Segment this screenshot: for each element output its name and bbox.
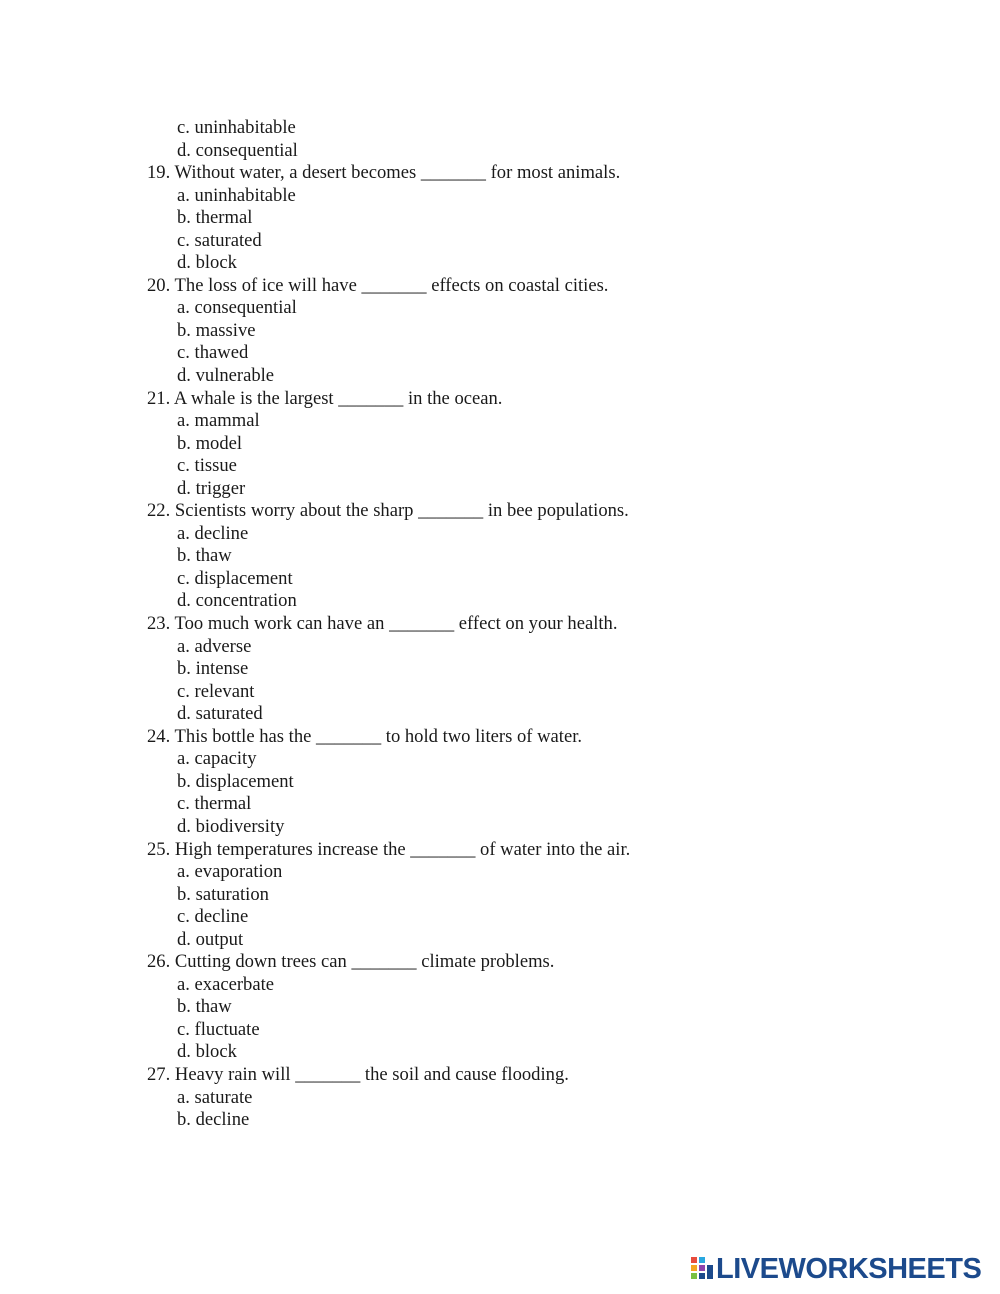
answer-option: b. displacement [177, 770, 294, 792]
liveworksheets-logo[interactable] [690, 1254, 981, 1284]
answer-option: c. relevant [177, 680, 255, 702]
answer-option: d. trigger [177, 477, 246, 499]
answer-option: a. saturate [177, 1086, 253, 1108]
answer-option: b. saturation [177, 883, 269, 905]
answer-option: c. decline [177, 906, 249, 928]
question-text: 25. High temperatures increase the _______ of water into the air. [147, 838, 631, 860]
question-text: 19. Without water, a desert becomes _______ for most animals. [147, 162, 621, 184]
answer-option: a. capacity [177, 748, 257, 770]
question-text: 23. Too much work can have an _______ effect on your health. [147, 613, 618, 635]
answer-option: d. block [177, 1041, 237, 1063]
answer-option: b. intense [177, 658, 249, 680]
question-text: 24. This bottle has the _______ to hold two liters of water. [147, 725, 583, 747]
answer-option: c. fluctuate [177, 1018, 260, 1040]
answer-option: a. exacerbate [177, 973, 275, 995]
answer-option: b. massive [177, 319, 256, 341]
answer-option: d. output [177, 928, 244, 950]
answer-option: d. concentration [177, 590, 297, 612]
worksheet-page [0, 117, 1000, 1132]
question-text: 27. Heavy rain will _______ the soil and cause flooding. [147, 1063, 569, 1085]
question-text: 26. Cutting down trees can _______ climate problems. [147, 951, 555, 973]
answer-option: b. decline [177, 1109, 250, 1131]
answer-option: a. consequential [177, 297, 297, 319]
question-text: 20. The loss of ice will have _______ effects on coastal cities. [147, 274, 609, 296]
answer-option: a. uninhabitable [177, 184, 296, 206]
answer-option: c. displacement [177, 567, 293, 589]
answer-option: d. block [177, 252, 237, 274]
answer-option: d. biodiversity [177, 815, 285, 837]
answer-option: d. vulnerable [177, 365, 275, 387]
question-list [0, 117, 1000, 1132]
answer-option: d. consequential [177, 139, 298, 161]
question-text: 22. Scientists worry about the sharp _______ in bee populations. [147, 500, 629, 522]
answer-option: b. thaw [177, 545, 232, 567]
answer-option: c. saturated [177, 229, 262, 251]
answer-option: a. decline [177, 522, 249, 544]
answer-option: d. saturated [177, 703, 263, 725]
logo-text: LIVEWORKSHEETS [716, 1253, 982, 1285]
answer-option: b. thermal [177, 207, 253, 229]
question-text: 21. A whale is the largest _______ in the ocean. [147, 387, 503, 409]
answer-option: b. thaw [177, 996, 232, 1018]
answer-option: c. tissue [177, 455, 237, 477]
answer-option: a. evaporation [177, 861, 283, 883]
answer-option: a. mammal [177, 410, 260, 432]
answer-option: c. thermal [177, 793, 252, 815]
answer-option: c. thawed [177, 342, 249, 364]
liveworksheets-logo-icon [690, 1255, 714, 1283]
answer-option: c. uninhabitable [177, 117, 296, 138]
answer-option: a. adverse [177, 635, 252, 657]
answer-option: b. model [177, 432, 243, 454]
